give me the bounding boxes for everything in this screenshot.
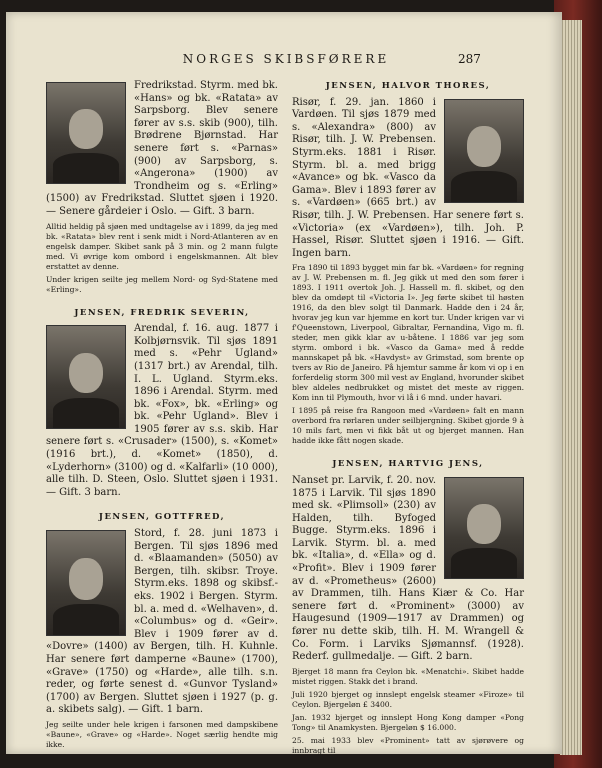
entry-body: Risør, f. 29. jan. 1860 i Vardøen. Til sjøs 1879 med s. «Alexandra» (800) av Risør, tilh. J. W. Prebensen. Styrm.eks. 1881 i Risør. Styrm. bl. a. med brigg «Avance» og bk. «Vasco da Gama». Blev i 1893 fører av s. «Vardøen» (665 brt.) av Risør, tilh. J. W. Prebensen. Har senere ført s. «Victoria» (ex «Vardøen»), tilh. Joh. P. Hassel, Risør. Sluttet sjøen i 1916. — Gift. Ingen barn. xyxy=(292,96,524,259)
right-column xyxy=(292,80,524,756)
entry-name: JENSEN, FREDRIK SEVERIN, xyxy=(74,307,250,318)
entry-jensen-gottfred xyxy=(46,511,278,750)
entry-note: Juli 1920 bjerget og innslept engelsk steamer «Firoze» til Ceylon. Bjergeløn £ 3400. xyxy=(292,689,524,709)
running-header: NORGES SKIBSFØRERE xyxy=(182,52,390,66)
entry-jensen-fredrik xyxy=(46,307,278,500)
entry-continued xyxy=(46,80,278,295)
portrait-photo xyxy=(444,477,524,579)
entry-body: Stord, f. 28. juni 1873 i Bergen. Til sjøs 1896 med d. «Blaamanden» (5050) av Bergen, tilh. skibsr. Troye. Styrm.eks. 1898 og skibsf.-eks. 1902 i Bergen. Styrm. bl. a. med d. «Welhaven», d. «Columbus» og d. «Geir». Blev i 1909 fører av d. «Dovre» (1400) av Bergen, tilh. H. Kuhnle. Har senere ført damperne «Baune» (1700), «Grave» (1750) og «Harde», alle tilh. s.n. reder, og førte senest d. «Gunvor Tysland» (1700) av Bergen. Sluttet sjøen i 1927 (p. g. a. skibets salg). — Gift. 1 barn. xyxy=(46,528,278,716)
page-edges xyxy=(560,20,582,755)
portrait-photo xyxy=(46,82,126,184)
portrait-photo xyxy=(444,99,524,203)
entry-jensen-halvor xyxy=(292,80,524,446)
entry-body: Arendal, f. 16. aug. 1877 i Kolbjørnsvik. Til sjøs 1891 med s. «Pehr Ugland» (1317 brt.) av Arendal, tilh. I. L. Ugland. Styrm.eks. 1896 i Arendal. Styrm. med bk. «Fox», bk. «Erling» og bk. «Pehr Ugland». Blev i 1905 fører av s.s. skib. Har senere ført s. «Crusader» (1500), s. «Komet» (1916 brt.), d. «Komet» (1850), d. «Lyderhorn» (3100) og d. «Kalfarli» (10 000), alle tilh. D. Steen, Oslo. Sluttet sjøen i 1931. — Gift. 3 barn. xyxy=(46,323,278,498)
portrait-photo xyxy=(46,530,126,636)
entry-note: I 1895 på reise fra Rangoon med «Vardøen» falt en mann overbord fra rørlaren under seilbjergning. Skibet gjorde 9 à 10 mils fart, men vi fikk båt ut og bjerget mannen. Han hadde ikke fått nogen skade. xyxy=(292,406,524,446)
left-column xyxy=(46,80,278,750)
entry-note: Under krigen seilte jeg mellem Nord- og Syd-Statene med «Erling». xyxy=(46,274,278,294)
portrait-photo xyxy=(46,325,126,429)
book-page xyxy=(6,12,562,754)
entry-body: Fredrikstad. Styrm. med bk. «Hans» og bk. «Ratata» av Sarpsborg. Blev senere fører av s.s. skib (900), tilh. Brødrene Bjørnstad. Har senere ført s. «Parnas» (900) av Sarpsborg, s. «Angerona» (1900) av Trondheim og s. «Erling» (1500) av Fredrikstad. Sluttet sjøen i 1920. — Senere gårdeier i Oslo. — Gift. 3 barn. xyxy=(46,80,278,217)
page-number: 287 xyxy=(458,52,481,66)
entry-jensen-hartvig xyxy=(292,458,524,756)
entry-note: Jan. 1932 bjerget og innslept Hong Kong damper «Pong Tong» til Anamkysten. Bjergeløn $ 16.000. xyxy=(292,712,524,732)
entry-body: Nanset pr. Larvik, f. 20. nov. 1875 i Larvik. Til sjøs 1890 med sk. «Plimsoll» (230) av Halden, tilh. Byfoged Bugge. Styrm.eks. 1896 i Larvik. Styrm. bl. a. med bk. «Italia», d. «Ella» og d. «Profit». Blev i 1909 fører av d. «Prometheus» (2600) av Drammen, tilh. Hans Kiær & Co. Har senere ført d. «Prominent» (3000) av Haugesund (1909—1917 av Drammen) og fører nu dette skib, tilh. H. M. Wrangell & Co. Form. i Larviks Sjømannsf. (1928). Rederf. gullmedalje. — Gift. 2 barn. xyxy=(292,474,524,663)
entry-note: Alltid heldig på sjøen med undtagelse av i 1899, da jeg med bk. «Ratata» blev rent i senk midt i Nord-Atlanteren av en engelsk damper. Skibet sank på 3 min. og 2 mann fulgte med. Vi øvrige kom ombord i engelskmannen. Alt blev erstattet av denne. xyxy=(46,221,278,271)
entry-note: Bjerget 18 mann fra Ceylon bk. «Menatchi». Skibet hadde mistet riggen. Stakk det i brand. xyxy=(292,666,524,686)
entry-name: JENSEN, HALVOR THORES, xyxy=(325,81,491,91)
entry-name: JENSEN, GOTTFRED, xyxy=(98,512,226,523)
entry-note: Jeg seilte under hele krigen i farsonen med dampskibene «Baune», «Grave» og «Harde». Noget særlig hendte mig ikke. xyxy=(46,719,278,749)
entry-note: 25. mai 1933 blev «Prominent» tatt av sjørøvere og innbragt til xyxy=(292,735,524,755)
entry-note: Fra 1890 til 1893 bygget min far bk. «Vardøen» for regning av J. W. Prebensen m. fl. Jeg gikk ut med den som fører i 1893. I 1911 overtok Joh. J. Hassell m. fl. skibet, og den blev da omdøpt til «Victoria I». Jeg førte skibet til høsten 1916, da den blev solgt til Danmark. Hadde den i 24 år, hvorav jeg kun var hjemme en kort tur. Under krigen var vi f'Queenstown, Liverpool, Gibraltar, Fernandina, Vigo m. fl. steder, men gikk klar av u-båtene. I 1886 var jeg som styrm. ombord i bk. «Vasco da Gama» med å redde mannskapet på bk. «Havdyst» av Grimstad, som brente op tvers av Rio de Janeiro. På hjemtur samme år kom vi op i en forferdelig storm 300 mil vest av England, hvorunder skibet blev aldeles nedbrukket og mistet det meste av riggen. Kom inn til Plymouth, hvor vi lå i 6 mnd. under havari. xyxy=(292,263,524,403)
entry-name: JENSEN, HARTVIG JENS, xyxy=(332,459,484,470)
